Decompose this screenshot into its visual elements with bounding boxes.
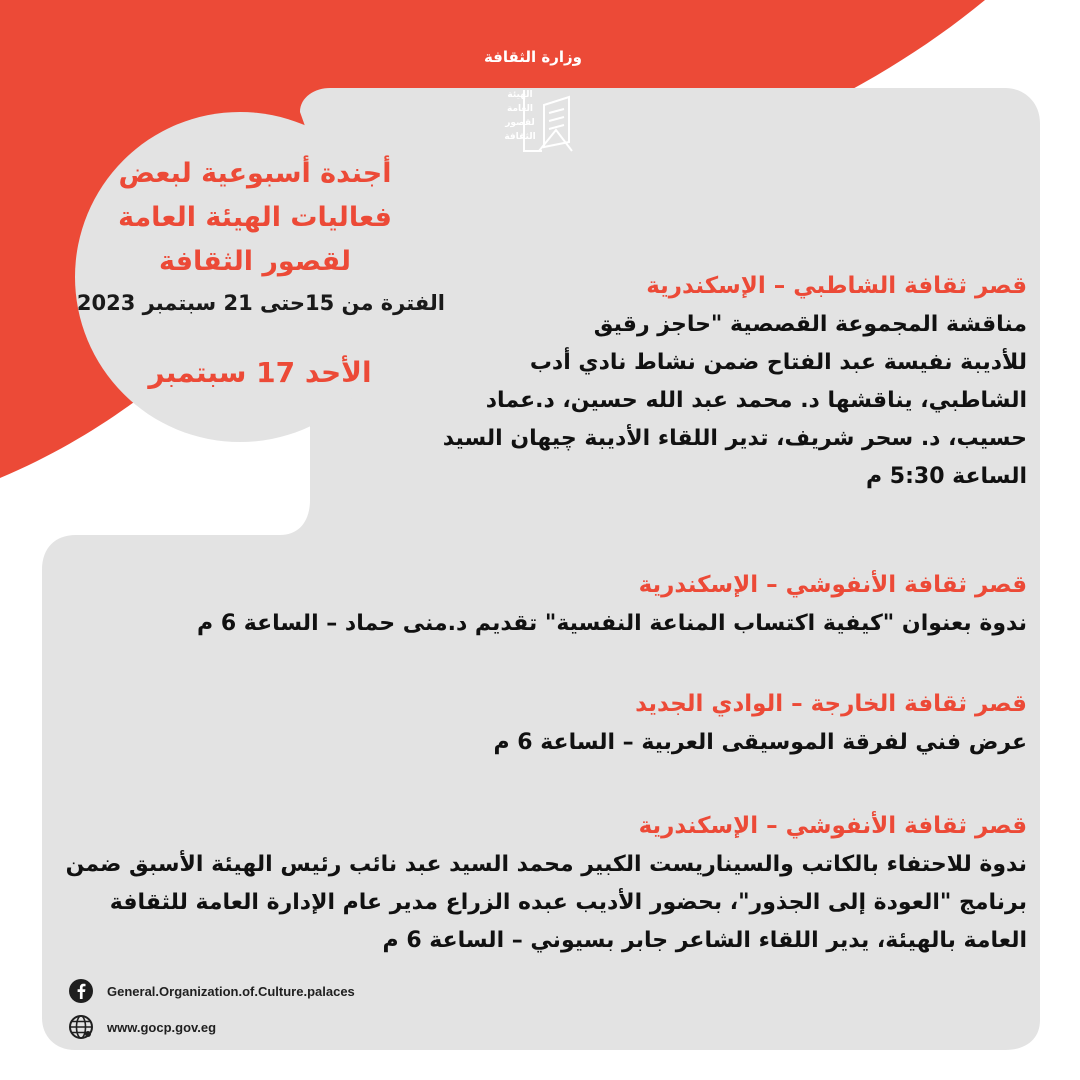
event-place: قصر ثقافة الأنفوشي – الإسكندرية (638, 572, 1027, 598)
event-place: قصر ثقافة الخارجة – الوادي الجديد (635, 691, 1027, 717)
website-url: www.gocp.gov.eg (107, 1019, 217, 1035)
event-line: حسيب، د. سحر شريف، تدير اللقاء الأديبة چيهان السيد (442, 426, 1027, 451)
event-line: العامة بالهيئة، يدير اللقاء الشاعر جابر بسيوني – الساعة 6 م (382, 928, 1027, 953)
website-link[interactable] (68, 1014, 216, 1040)
event-line: الساعة 5:30 م (865, 464, 1027, 489)
event-anfoushi-2 (37, 806, 1027, 960)
date-range: الفترة من 15حتى 21 سبتمبر 2023 (76, 291, 445, 315)
event-line: ندوة للاحتفاء بالكاتب والسيناريست الكبير محمد السيد عبد نائب رئيس الهيئة الأسبق ضمن (65, 852, 1027, 877)
event-kharga (37, 684, 1027, 762)
event-line: عرض فني لفرقة الموسيقى العربية – الساعة 6 م (493, 730, 1027, 755)
event-line: ندوة بعنوان "كيفية اكتساب المناعة النفسية" تقديم د.منى حماد – الساعة 6 م (197, 611, 1027, 636)
event-line: مناقشة المجموعة القصصية "حاجز رقيق (593, 312, 1027, 337)
event-line: للأديبة نفيسة عبد الفتاح ضمن نشاط نادي أدب (529, 350, 1027, 375)
event-place: قصر ثقافة الأنفوشي – الإسكندرية (638, 813, 1027, 839)
event-shatby (37, 266, 1027, 496)
facebook-link[interactable] (68, 978, 355, 1004)
ministry-name: وزارة الثقافة (483, 48, 582, 66)
organization-logo-text: الهيئة العامة لقصور الثقافة (504, 90, 536, 142)
footer (68, 978, 398, 1048)
event-line: الشاطبي، يناقشها د. محمد عبد الله حسين، د.عماد (485, 388, 1027, 413)
facebook-page-name: General.Organization.of.Culture.palaces (107, 983, 355, 999)
event-anfoushi-1 (37, 565, 1027, 643)
event-place: قصر ثقافة الشاطبي – الإسكندرية (646, 273, 1027, 299)
agenda-title: أجندة أسبوعية لبعض فعاليات الهيئة العامة لقصور الثقافة (118, 158, 392, 277)
event-line: برنامج "العودة إلى الجذور"، بحضور الأديب عبده الزراع مدير عام الإدارة العامة للثقافة (109, 890, 1027, 915)
globe-icon (68, 1014, 94, 1040)
event-day: الأحد 17 سبتمبر (148, 356, 372, 389)
logo-block (470, 40, 610, 170)
facebook-icon (68, 978, 94, 1004)
